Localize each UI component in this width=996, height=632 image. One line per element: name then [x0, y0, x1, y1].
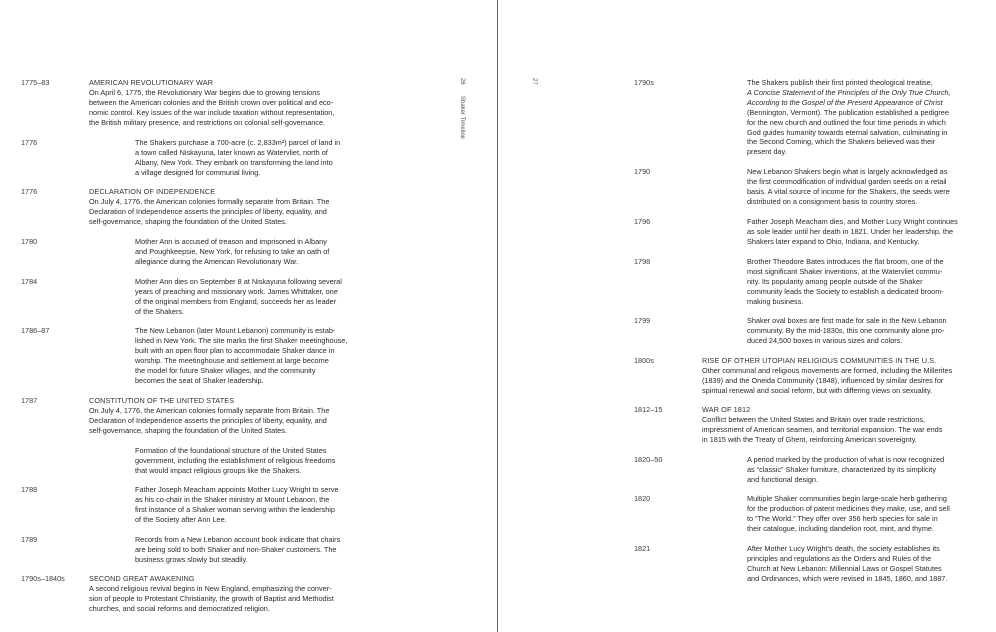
entry-line: to “The World.” They offer over 356 herb species for sale in: [747, 513, 938, 523]
entry-line: first instance of a Shaker woman serving within the leadership: [135, 504, 335, 514]
entry-line: as sole leader until her death in 1821. Under her leadership, the: [747, 226, 954, 236]
entry-line: nomic control. Key issues of the war include taxation without representation,: [89, 107, 335, 117]
entry-heading: RISE OF OTHER UTOPIAN RELIGIOUS COMMUNITIES IN THE U.S.: [702, 356, 937, 365]
entry-line: distributed on a consignment basis to country stores.: [747, 196, 918, 206]
entry-year: 1784: [21, 277, 38, 286]
entry-line: worship. The meetinghouse and settlement at large become: [135, 355, 329, 365]
entry-line: built with an open floor plan to accommodate Shaker dance in: [135, 345, 335, 355]
entry-line: between the American colonies and the British crown over political and eco-: [89, 97, 334, 107]
entry-line: of the Society after Ann Lee.: [135, 514, 227, 524]
entry-line: basis. A vital source of income for the Shakers, the seeds were: [747, 186, 950, 196]
entry-line: their catalogue, including dandelion root, mint, and thyme.: [747, 523, 934, 533]
left-page: [0, 0, 497, 632]
entry-line: nity. Its popularity among people outside of the Shaker: [747, 276, 923, 286]
entry-line: spiritual renewal and social reform, but with differing views on sexuality.: [702, 385, 933, 395]
entry-line: Shakers later expand to Ohio, Indiana, and Kentucky.: [747, 236, 920, 246]
entry-line: impressment of American seamen, and territorial expansion. The war ends: [702, 424, 943, 434]
entry-line: lished in New York. The site marks the first Shaker meetinghouse,: [135, 335, 348, 345]
entry-year: 1821: [634, 544, 651, 553]
entry-line: and Ordinances, which were revised in 1845, 1860, and 1887.: [747, 573, 948, 583]
entry-line: On July 4, 1776, the American colonies formally separate from Britain. The: [89, 196, 330, 206]
entry-line: present day.: [747, 147, 787, 157]
entry-year: 1790s: [634, 78, 654, 87]
entry-heading: WAR OF 1812: [702, 405, 751, 414]
page-number-left: 26: [459, 78, 465, 85]
entry-year: 1820: [634, 494, 651, 503]
entry-line: Father Joseph Meacham dies, and Mother Lucy Wright continues: [747, 217, 958, 226]
entry-line: The New Lebanon (later Mount Lebanon) community is estab-: [135, 326, 336, 335]
entry-line: of the Shakers.: [135, 306, 185, 316]
entry-line: self-governance, shaping the foundation of the United States.: [89, 425, 287, 435]
entry-year: 1789: [21, 535, 38, 544]
entry-year: 1820–50: [634, 455, 663, 464]
entry-line: a village designed for communal living.: [135, 167, 261, 177]
entry-line: Mother Ann dies on September 8 at Niskayuna following several: [135, 277, 342, 286]
entry-line: duced 24,500 boxes in various sizes and colors.: [747, 335, 903, 345]
entry-line: community. By the mid-1830s, this one community alone pro-: [747, 325, 945, 335]
entry-year: 1796: [634, 217, 651, 226]
entry-year: 1780: [21, 237, 38, 246]
entry-line: churches, and social reforms and democratized religion.: [89, 603, 270, 613]
running-head: Shaker Timeline: [459, 96, 465, 140]
entry-line: A Concise Statement of the Principles of the Only True Church,: [747, 87, 951, 97]
entry-line: are being sold to both Shaker and non-Shaker customers. The: [135, 544, 337, 554]
right-page: [498, 0, 996, 632]
entry-year: 1776: [21, 138, 38, 147]
entry-line: (1839) and the Oneida Community (1848), influenced by similar desires for: [702, 375, 944, 385]
entry-line: self-governance, shaping the foundation of the United States.: [89, 216, 287, 226]
entry-line: years of preaching and missionary work. James Whittaker, one: [135, 286, 338, 296]
entry-line: Brother Theodore Bates introduces the flat broom, one of the: [747, 257, 944, 266]
entry-line: Conflict between the United States and Britain over trade restrictions,: [702, 414, 926, 424]
entry-line: in 1815 with the Treaty of Ghent, reinforcing American sovereignty.: [702, 434, 917, 444]
entry-line: On April 6, 1775, the Revolutionary War begins due to growing tensions: [89, 87, 320, 97]
entry-line: as “classic” Shaker furniture, characterized by its simplicity: [747, 464, 936, 474]
entry-line: government, including the establishment of religious freedoms: [135, 455, 336, 465]
entry-line: business grows slowly but steadily.: [135, 554, 248, 564]
entry-line: Formation of the foundational structure of the United States: [135, 446, 327, 455]
entry-line: Declaration of Independence asserts the principles of liberty, equality, and: [89, 415, 327, 425]
entry-line: the British military presence, and restrictions on colonial self-governance.: [89, 117, 326, 127]
entry-line: a town called Niskayuna, later known as Watervliet, north of: [135, 147, 328, 157]
entry-heading: DECLARATION OF INDEPENDENCE: [89, 187, 216, 196]
page-number-right: 27: [531, 78, 537, 85]
entry-line: the first commodification of individual garden seeds on a retail: [747, 176, 947, 186]
entry-line: becomes the seat of Shaker leadership.: [135, 375, 264, 385]
entry-line: Declaration of Independence asserts the principles of liberty, equality, and: [89, 206, 327, 216]
entry-line: of the original members from England, succeeds her as leader: [135, 296, 337, 306]
entry-year: 1812–15: [634, 405, 663, 414]
entry-line: A period marked by the production of what is now recognized: [747, 455, 945, 464]
entry-line: The Shakers publish their first printed theological treatise,: [747, 78, 933, 87]
entry-line: for the production of patent medicines they make, use, and sell: [747, 503, 950, 513]
entry-line: Mother Ann is accused of treason and imprisoned in Albany: [135, 237, 327, 246]
entry-line: as his co-chair in the Shaker ministry at Mount Lebanon, the: [135, 494, 330, 504]
entry-year: 1799: [634, 316, 651, 325]
entry-line: Church at New Lebanon: Millennial Laws or Gospel Statutes: [747, 563, 942, 573]
entry-line: for the new church and outlined the four time periods in which: [747, 117, 946, 127]
entry-line: community leads the Society to establish a dedicated broom-: [747, 286, 944, 296]
entry-line: making business.: [747, 296, 804, 306]
entry-line: principles and regulations as the Orders and Rules of the: [747, 553, 932, 563]
entry-year: 1790s–1840s: [21, 574, 65, 583]
entry-line: Other communal and religious movements are formed, including the Millerites: [702, 365, 953, 375]
entry-year: 1788: [21, 485, 38, 494]
entry-line: and functional design.: [747, 474, 818, 484]
entry-heading: SECOND GREAT AWAKENING: [89, 574, 195, 583]
entry-line: most significant Shaker inventions, at the Watervliet commu-: [747, 266, 943, 276]
entry-line: God guides humanity towards eternal salvation, culminating in: [747, 127, 948, 137]
entry-year: 1800s: [634, 356, 654, 365]
entry-line: Albany, New York. They embark on transforming the land into: [135, 157, 333, 167]
entry-line: the Second Coming, which the Shakers believed was their: [747, 137, 936, 147]
entry-line: (Bennington, Vermont). The publication established a pedigree: [747, 107, 949, 117]
entry-line: Multiple Shaker communities begin large-scale herb gathering: [747, 494, 947, 503]
entry-line: After Mother Lucy Wright’s death, the society establishes its: [747, 544, 940, 553]
entry-line: sion of people to Protestant Christianity, the growth of Baptist and Methodist: [89, 593, 334, 603]
entry-heading: AMERICAN REVOLUTIONARY WAR: [89, 78, 214, 87]
entry-line: Shaker oval boxes are first made for sale in the New Lebanon: [747, 316, 947, 325]
entry-line: The Shakers purchase a 700-acre (c. 2,833m²) parcel of land in: [135, 138, 341, 147]
entry-line: Records from a New Lebanon account book indicate that chairs: [135, 535, 341, 544]
entry-line: the model for future Shaker villages, and the community: [135, 365, 316, 375]
entry-line: According to the Gospel of the Present Appearance of Christ: [747, 97, 943, 107]
entry-line: that would impact religious groups like the Shakers.: [135, 465, 302, 475]
entry-year: 1787: [21, 396, 38, 405]
entry-year: 1775–83: [21, 78, 50, 87]
entry-year: 1798: [634, 257, 651, 266]
entry-year: 1786–87: [21, 326, 50, 335]
entry-line: and Poughkeepsie, New York, for refusing to take an oath of: [135, 246, 330, 256]
entry-year: 1776: [21, 187, 38, 196]
entry-line: allegiance during the American Revolutionary War.: [135, 256, 299, 266]
entry-line: On July 4, 1776, the American colonies formally separate from Britain. The: [89, 405, 330, 415]
entry-line: Father Joseph Meacham appoints Mother Lucy Wright to serve: [135, 485, 339, 494]
entry-line: A second religious revival begins in New England, emphasizing the conver-: [89, 583, 332, 593]
entry-heading: CONSTITUTION OF THE UNITED STATES: [89, 396, 235, 405]
entry-year: 1790: [634, 167, 651, 176]
entry-line: New Lebanon Shakers begin what is largely acknowledged as: [747, 167, 948, 176]
